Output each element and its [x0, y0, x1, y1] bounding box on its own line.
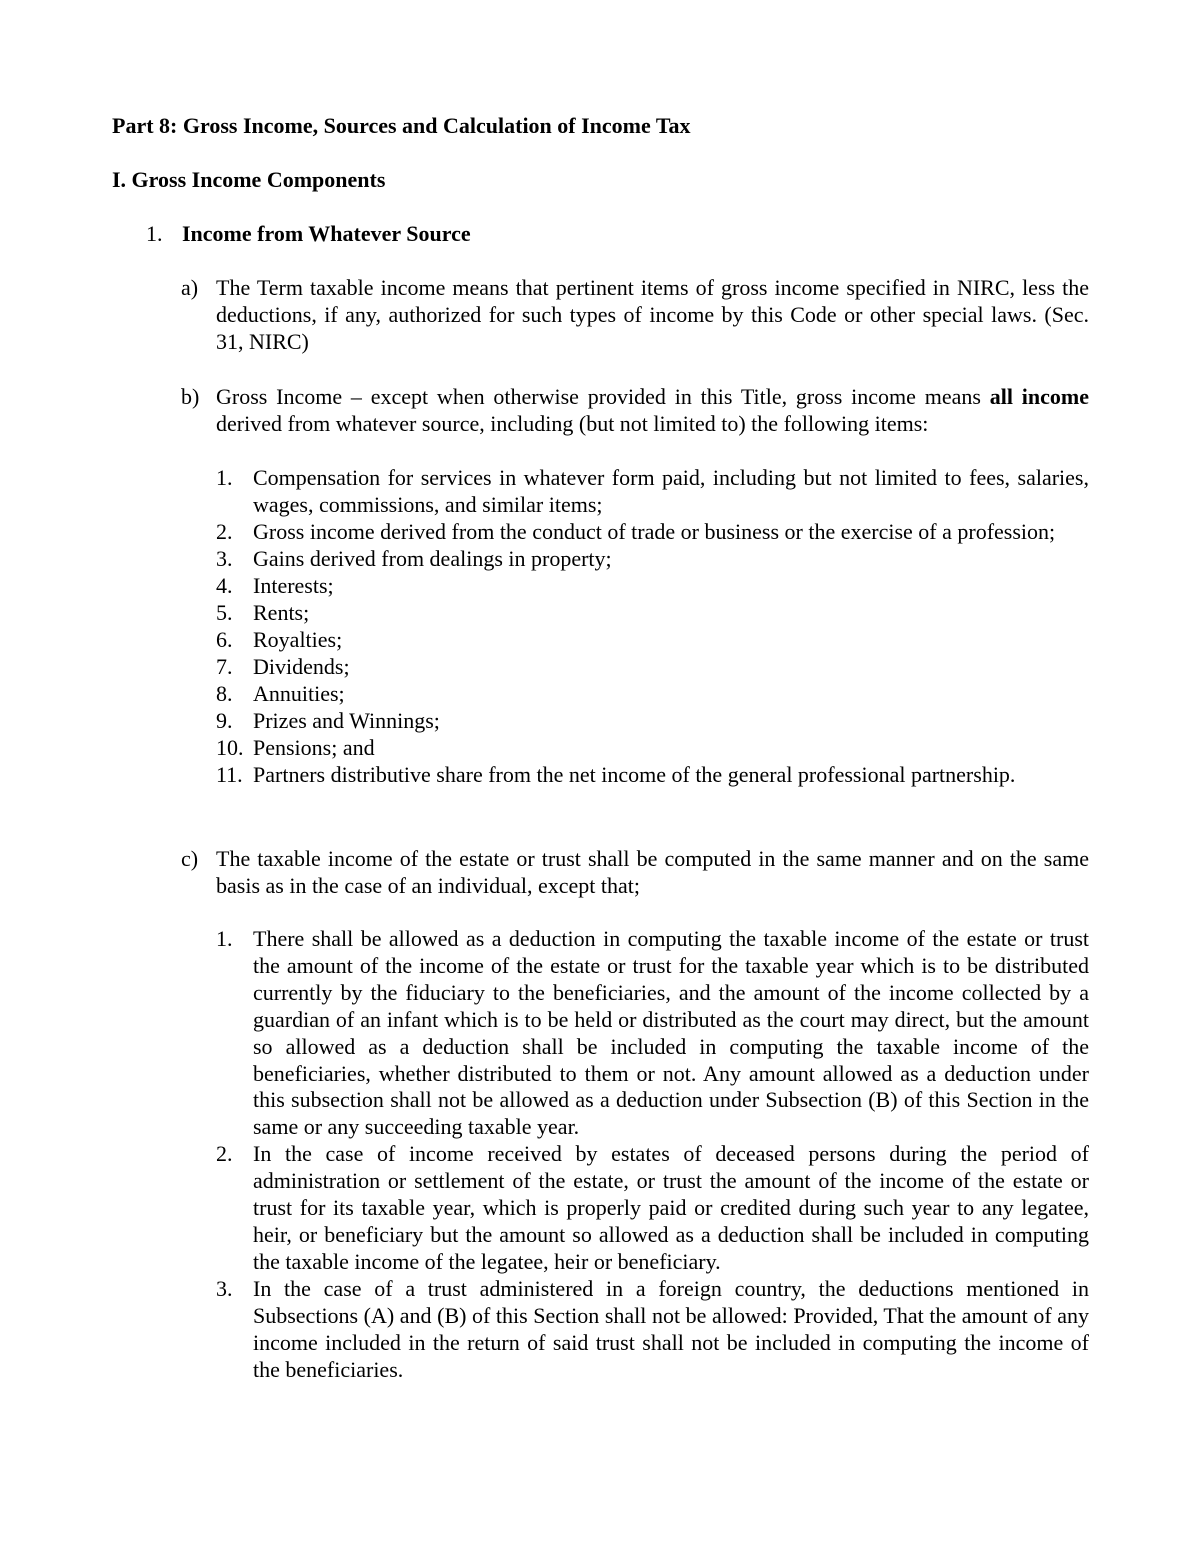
- list-item-text: Royalties;: [253, 627, 343, 652]
- list-item: [216, 926, 1089, 1141]
- list-item-number: 5.: [216, 600, 233, 625]
- list-item-number: 9.: [216, 708, 233, 733]
- heading-number: 1.: [146, 221, 163, 246]
- list-item: [216, 653, 1089, 680]
- list-item: [216, 707, 1089, 734]
- list-item: [216, 1276, 1089, 1384]
- para-c-marker: c): [181, 846, 199, 871]
- para-a-text: The Term taxable income means that pertinent items of gross income specified in NIRC, less the deductions, if any, authorized for such types of income by this Code or other special laws. (Sec. 31, NIRC): [216, 275, 1089, 354]
- para-b-text-after: derived from whatever source, including (but not limited to) the following items:: [216, 411, 929, 436]
- para-b-text: [216, 383, 1089, 437]
- estate-trust-exceptions-list: [216, 926, 1089, 1383]
- para-a-marker: a): [181, 275, 199, 300]
- para-b-text-bold: all income: [989, 384, 1089, 409]
- list-item-number: 1.: [216, 926, 233, 951]
- list-item: [216, 761, 1089, 788]
- list-item-number: 11.: [216, 762, 243, 787]
- para-c-text: The taxable income of the estate or trust shall be computed in the same manner and on the same basis as in the case of an individual, except that;: [216, 846, 1089, 898]
- heading-title: Income from Whatever Source: [182, 221, 471, 246]
- list-item-number: 3.: [216, 546, 233, 571]
- list-item: [216, 545, 1089, 572]
- list-item-text: Partners distributive share from the net income of the general professional partnership.: [253, 762, 1016, 787]
- list-item-text: Rents;: [253, 600, 310, 625]
- list-item-text: Compensation for services in whatever form paid, including but not limited to fees, salaries, wages, commissions, and similar items;: [253, 465, 1089, 517]
- list-item-number: 3.: [216, 1275, 233, 1301]
- list-item-text: Interests;: [253, 573, 334, 598]
- list-item: [216, 626, 1089, 653]
- gross-income-items-list: [216, 464, 1089, 788]
- list-item: [216, 599, 1089, 626]
- list-item: [216, 572, 1089, 599]
- list-item-text: There shall be allowed as a deduction in computing the taxable income of the estate or trust the amount of the income of the estate or trust for the taxable year which is to be distributed currently by the fiduciary to the beneficiaries, and the amount of the income collected by a guardian of an infant which is to be held or distributed as the court may direct, but the amount so allowed as a deduction shall be included in computing the taxable income of the beneficiaries, whether distributed to them or not. Any amount allowed as a deduction under this subsection shall not be allowed as a deduction under Subsection (B) of this Section in the same or any succeeding taxable year.: [253, 926, 1089, 1140]
- list-item-text: Gains derived from dealings in property;: [253, 546, 612, 571]
- list-item-text: In the case of a trust administered in a foreign country, the deductions mentioned in Subsections (A) and (B) of this Section shall not be allowed: Provided, That the amount of any income included in the return of said trust shall not be included in computing the income of the beneficiaries.: [253, 1275, 1089, 1382]
- list-item-number: 6.: [216, 627, 233, 652]
- section-heading: I. Gross Income Components: [112, 167, 386, 192]
- list-item: [216, 518, 1089, 545]
- list-item: [216, 680, 1089, 707]
- list-item-text: In the case of income received by estates of deceased persons during the period of administration or settlement of the estate, or trust the amount of the income of the estate or trust for its taxable year, which is properly paid or credited during such year to any legatee, heir, or beneficiary but the amount so allowed as a deduction shall be included in computing the taxable income of the legatee, heir or beneficiary.: [253, 1141, 1089, 1274]
- list-item-number: 2.: [216, 519, 233, 544]
- list-item-number: 8.: [216, 681, 233, 706]
- list-item-number: 10.: [216, 735, 244, 760]
- list-item: [216, 734, 1089, 761]
- list-item: [216, 1141, 1089, 1276]
- list-item-text: Gross income derived from the conduct of trade or business or the exercise of a profession;: [253, 519, 1056, 544]
- list-item-text: Pensions; and: [253, 735, 375, 760]
- list-item-number: 7.: [216, 654, 233, 679]
- list-item-number: 1.: [216, 465, 233, 490]
- list-item-number: 2.: [216, 1141, 233, 1167]
- list-item-text: Dividends;: [253, 654, 350, 679]
- para-b-text-before: Gross Income – except when otherwise provided in this Title, gross income means: [216, 384, 990, 409]
- para-b-marker: b): [181, 384, 200, 409]
- list-item-number: 4.: [216, 573, 233, 598]
- document-title: Part 8: Gross Income, Sources and Calculation of Income Tax: [112, 113, 691, 138]
- list-item: [216, 464, 1089, 518]
- list-item-text: Prizes and Winnings;: [253, 708, 440, 733]
- list-item-text: Annuities;: [253, 681, 345, 706]
